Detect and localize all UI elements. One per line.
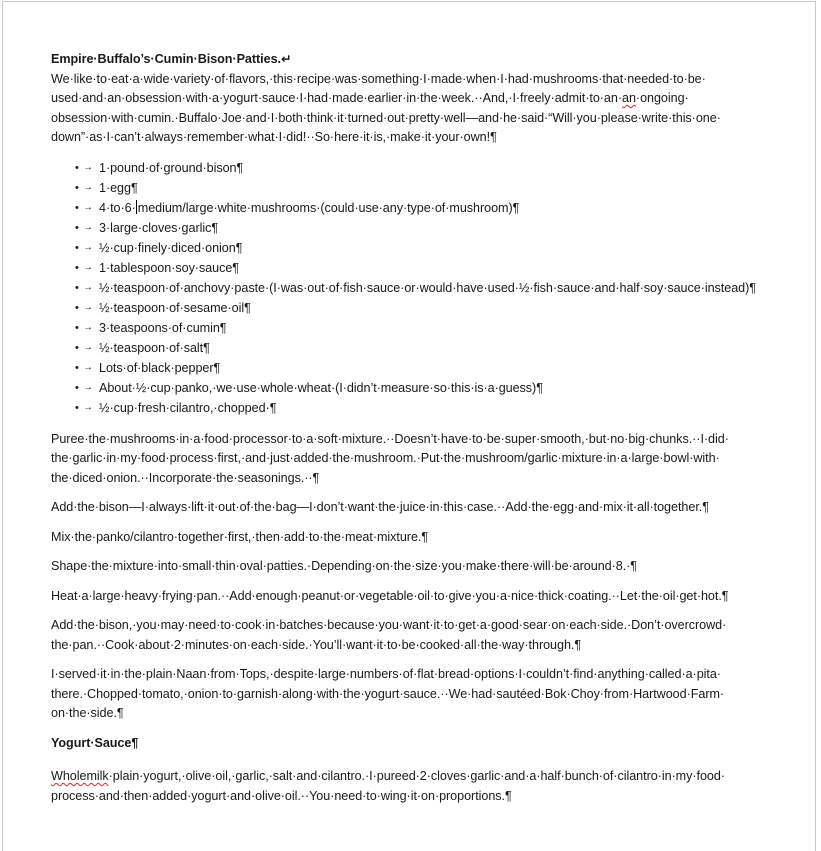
intro-paragraph xyxy=(51,70,776,148)
step-line: the·pan.··Cook·about·2·minutes·on·each·side.·You’ll·want·it·to·be·cooked·all·the·way·through.¶ xyxy=(51,637,582,652)
sauce-paragraph xyxy=(51,767,776,806)
tab-arrow-icon: → xyxy=(83,261,93,273)
bullet-icon: • xyxy=(75,401,79,414)
tab-arrow-icon: → xyxy=(83,281,93,293)
step-line: Puree·the·mushrooms·in·a·food·processor·to·a·soft·mixture.··Doesn’t·have·to·be·super·smooth,·but·no·big·chunks.··I·did· xyxy=(51,431,729,446)
ingredient-list xyxy=(51,158,776,418)
list-item xyxy=(51,198,776,218)
intro-line: used·and·an·obsession·with·a·yogurt·sauce·I·had·made·earlier·in·the·week.··And,·I·freely·admit·to·an· xyxy=(51,91,622,105)
list-item xyxy=(51,238,776,258)
list-item xyxy=(51,358,776,378)
intro-line: obsession·with·cumin.·Buffalo·Joe·and·I·both·think·it·turned·out·pretty·well—and·he·said·“Will·you·please·write·this·one· xyxy=(51,110,721,125)
recipe-title: Empire·Buffalo’s·Cumin·Bison·Patties.↵ xyxy=(51,52,292,66)
step-paragraph xyxy=(51,430,776,489)
list-item xyxy=(51,298,776,318)
spelling-error[interactable]: Wholemilk xyxy=(51,769,109,783)
step-line: Shape·the·mixture·into·small·thin·oval·patties.·Depending·on·the·size·you·make·there·will·be·around·8.·¶ xyxy=(51,559,638,573)
spelling-error[interactable]: an xyxy=(622,91,636,105)
step-line: Heat·a·large·heavy·frying·pan.··Add·enough·peanut·or·vegetable·oil·to·give·you·a·nice·thick·coating.··Let·the·oil·get·hot.¶ xyxy=(51,588,729,603)
list-item xyxy=(51,218,776,238)
tab-arrow-icon: → xyxy=(83,361,93,373)
sauce-line: process·and·then·added·yogurt·and·olive·oil.··You·need·to·wing·it·on·proportions.¶ xyxy=(51,788,512,803)
bullet-icon: • xyxy=(75,241,79,254)
step-paragraph xyxy=(51,616,776,655)
bullet-icon: • xyxy=(75,361,79,374)
tab-arrow-icon: → xyxy=(83,401,93,413)
intro-line-end: ·ongoing· xyxy=(635,91,689,105)
ingredient-text: Lots·of·black·pepper¶ xyxy=(99,360,221,375)
step-line: the·diced·onion.··Incorporate·the·seasonings.··¶ xyxy=(51,470,320,485)
list-item xyxy=(51,338,776,358)
step-line: Add·the·bison,·you·may·need·to·cook·in·batches·because·you·want·it·to·get·a·good·sear·on·each·side.·Don’t·overcrowd· xyxy=(51,618,727,632)
bullet-icon: • xyxy=(75,281,79,294)
tab-arrow-icon: → xyxy=(83,201,93,213)
ingredient-text: medium/large·white·mushrooms·(could·use·any·type·of·mushroom)¶ xyxy=(137,200,520,215)
list-item xyxy=(51,398,776,418)
step-line: on·the·side.¶ xyxy=(51,706,124,720)
ingredient-text: ½·cup·fresh·cilantro,·chopped·¶ xyxy=(99,400,277,415)
bullet-icon: • xyxy=(75,381,79,394)
step-line: there.·Chopped·tomato,·onion·to·garnish·along·with·the·yogurt·sauce.··We·had·sautéed·Bok·Choy·from·Hartwood·Farm· xyxy=(51,686,725,701)
ingredient-text: ½·teaspoon·of·salt¶ xyxy=(99,340,210,355)
ingredient-text: 1·egg¶ xyxy=(99,180,138,195)
ingredient-text-prefix: 4·to·6· xyxy=(99,200,136,215)
ingredient-text: 3·large·cloves·garlic¶ xyxy=(99,220,219,235)
bullet-icon: • xyxy=(75,321,79,334)
list-item xyxy=(51,318,776,338)
list-item xyxy=(51,178,776,198)
tab-arrow-icon: → xyxy=(83,181,93,193)
tab-arrow-icon: → xyxy=(83,301,93,313)
step-line: I·served·it·in·the·plain·Naan·from·Tops,·despite·large·numbers·of·flat·bread·options·I·couldn’t·find·anything·called·a·pita· xyxy=(51,667,721,681)
bullet-icon: • xyxy=(75,221,79,234)
ingredient-text: About·½·cup·panko,·we·use·whole·wheat·(I·didn’t·measure·so·this·is·a·guess)¶ xyxy=(99,380,543,395)
bullet-icon: • xyxy=(75,161,79,174)
bullet-icon: • xyxy=(75,201,79,214)
step-line: Add·the·bison—I·always·lift·it·out·of·the·bag—I·don’t·want·the·juice·in·this·case.··Add·the·egg·and·mix·it·all·together.¶ xyxy=(51,500,709,514)
step-paragraph xyxy=(51,557,776,577)
bullet-icon: • xyxy=(75,261,79,274)
step-paragraph xyxy=(51,498,776,518)
ingredient-text: 1·tablespoon·soy·sauce¶ xyxy=(99,260,240,275)
intro-line: We·like·to·eat·a·wide·variety·of·flavors,·this·recipe·was·something·I·made·when·I·had·mushrooms·that·needed·to·be· xyxy=(51,71,706,86)
intro-line: down”·as·I·can’t·always·remember·what·I·did!··So·here·it·is,·make·it·your·own!¶ xyxy=(51,130,497,144)
ingredient-text: ½·cup·finely·diced·onion¶ xyxy=(99,240,243,255)
list-item xyxy=(51,158,776,178)
tab-arrow-icon: → xyxy=(83,221,93,233)
tab-arrow-icon: → xyxy=(83,321,93,333)
bullet-icon: • xyxy=(75,181,79,194)
ingredient-text: ½·teaspoon·of·sesame·oil¶ xyxy=(99,300,251,315)
step-paragraph xyxy=(51,528,776,548)
list-item xyxy=(51,278,776,298)
ingredient-text: ½·teaspoon·of·anchovy·paste·(I·was·out·of·fish·sauce·or·would·have·used·½·fish·sauce·and·half·soy·sauce·instead)¶ xyxy=(99,280,756,295)
bullet-icon: • xyxy=(75,341,79,354)
ingredient-text: 3·teaspoons·of·cumin¶ xyxy=(99,320,227,335)
document-page xyxy=(2,1,816,851)
tab-arrow-icon: → xyxy=(83,381,93,393)
step-line: Mix·the·panko/cilantro·together·first,·then·add·to·the·meat·mixture.¶ xyxy=(51,529,429,544)
step-paragraph xyxy=(51,665,776,724)
text-cursor xyxy=(136,200,137,214)
document-body[interactable] xyxy=(51,50,776,816)
sauce-line: ·plain·yogurt,·olive·oil,·garlic,·salt·and·cilantro.·I·pureed·2·cloves·garlic·and·a·half·bunch·of·cilantro·in·my·food· xyxy=(108,769,725,783)
ingredient-text: 1·pound·of·ground·bison¶ xyxy=(99,160,244,175)
step-line: the·garlic·in·my·food·process·first,·and·just·added·the·mushroom.·Put·the·mushroom/garlic·mixture·in·a·large·bowl·with· xyxy=(51,451,720,465)
tab-arrow-icon: → xyxy=(83,241,93,253)
bullet-icon: • xyxy=(75,301,79,314)
tab-arrow-icon: → xyxy=(83,341,93,353)
step-paragraph xyxy=(51,587,776,607)
list-item xyxy=(51,378,776,398)
tab-arrow-icon: → xyxy=(83,161,93,173)
sauce-heading: Yogurt·Sauce¶ xyxy=(51,735,139,750)
list-item xyxy=(51,258,776,278)
